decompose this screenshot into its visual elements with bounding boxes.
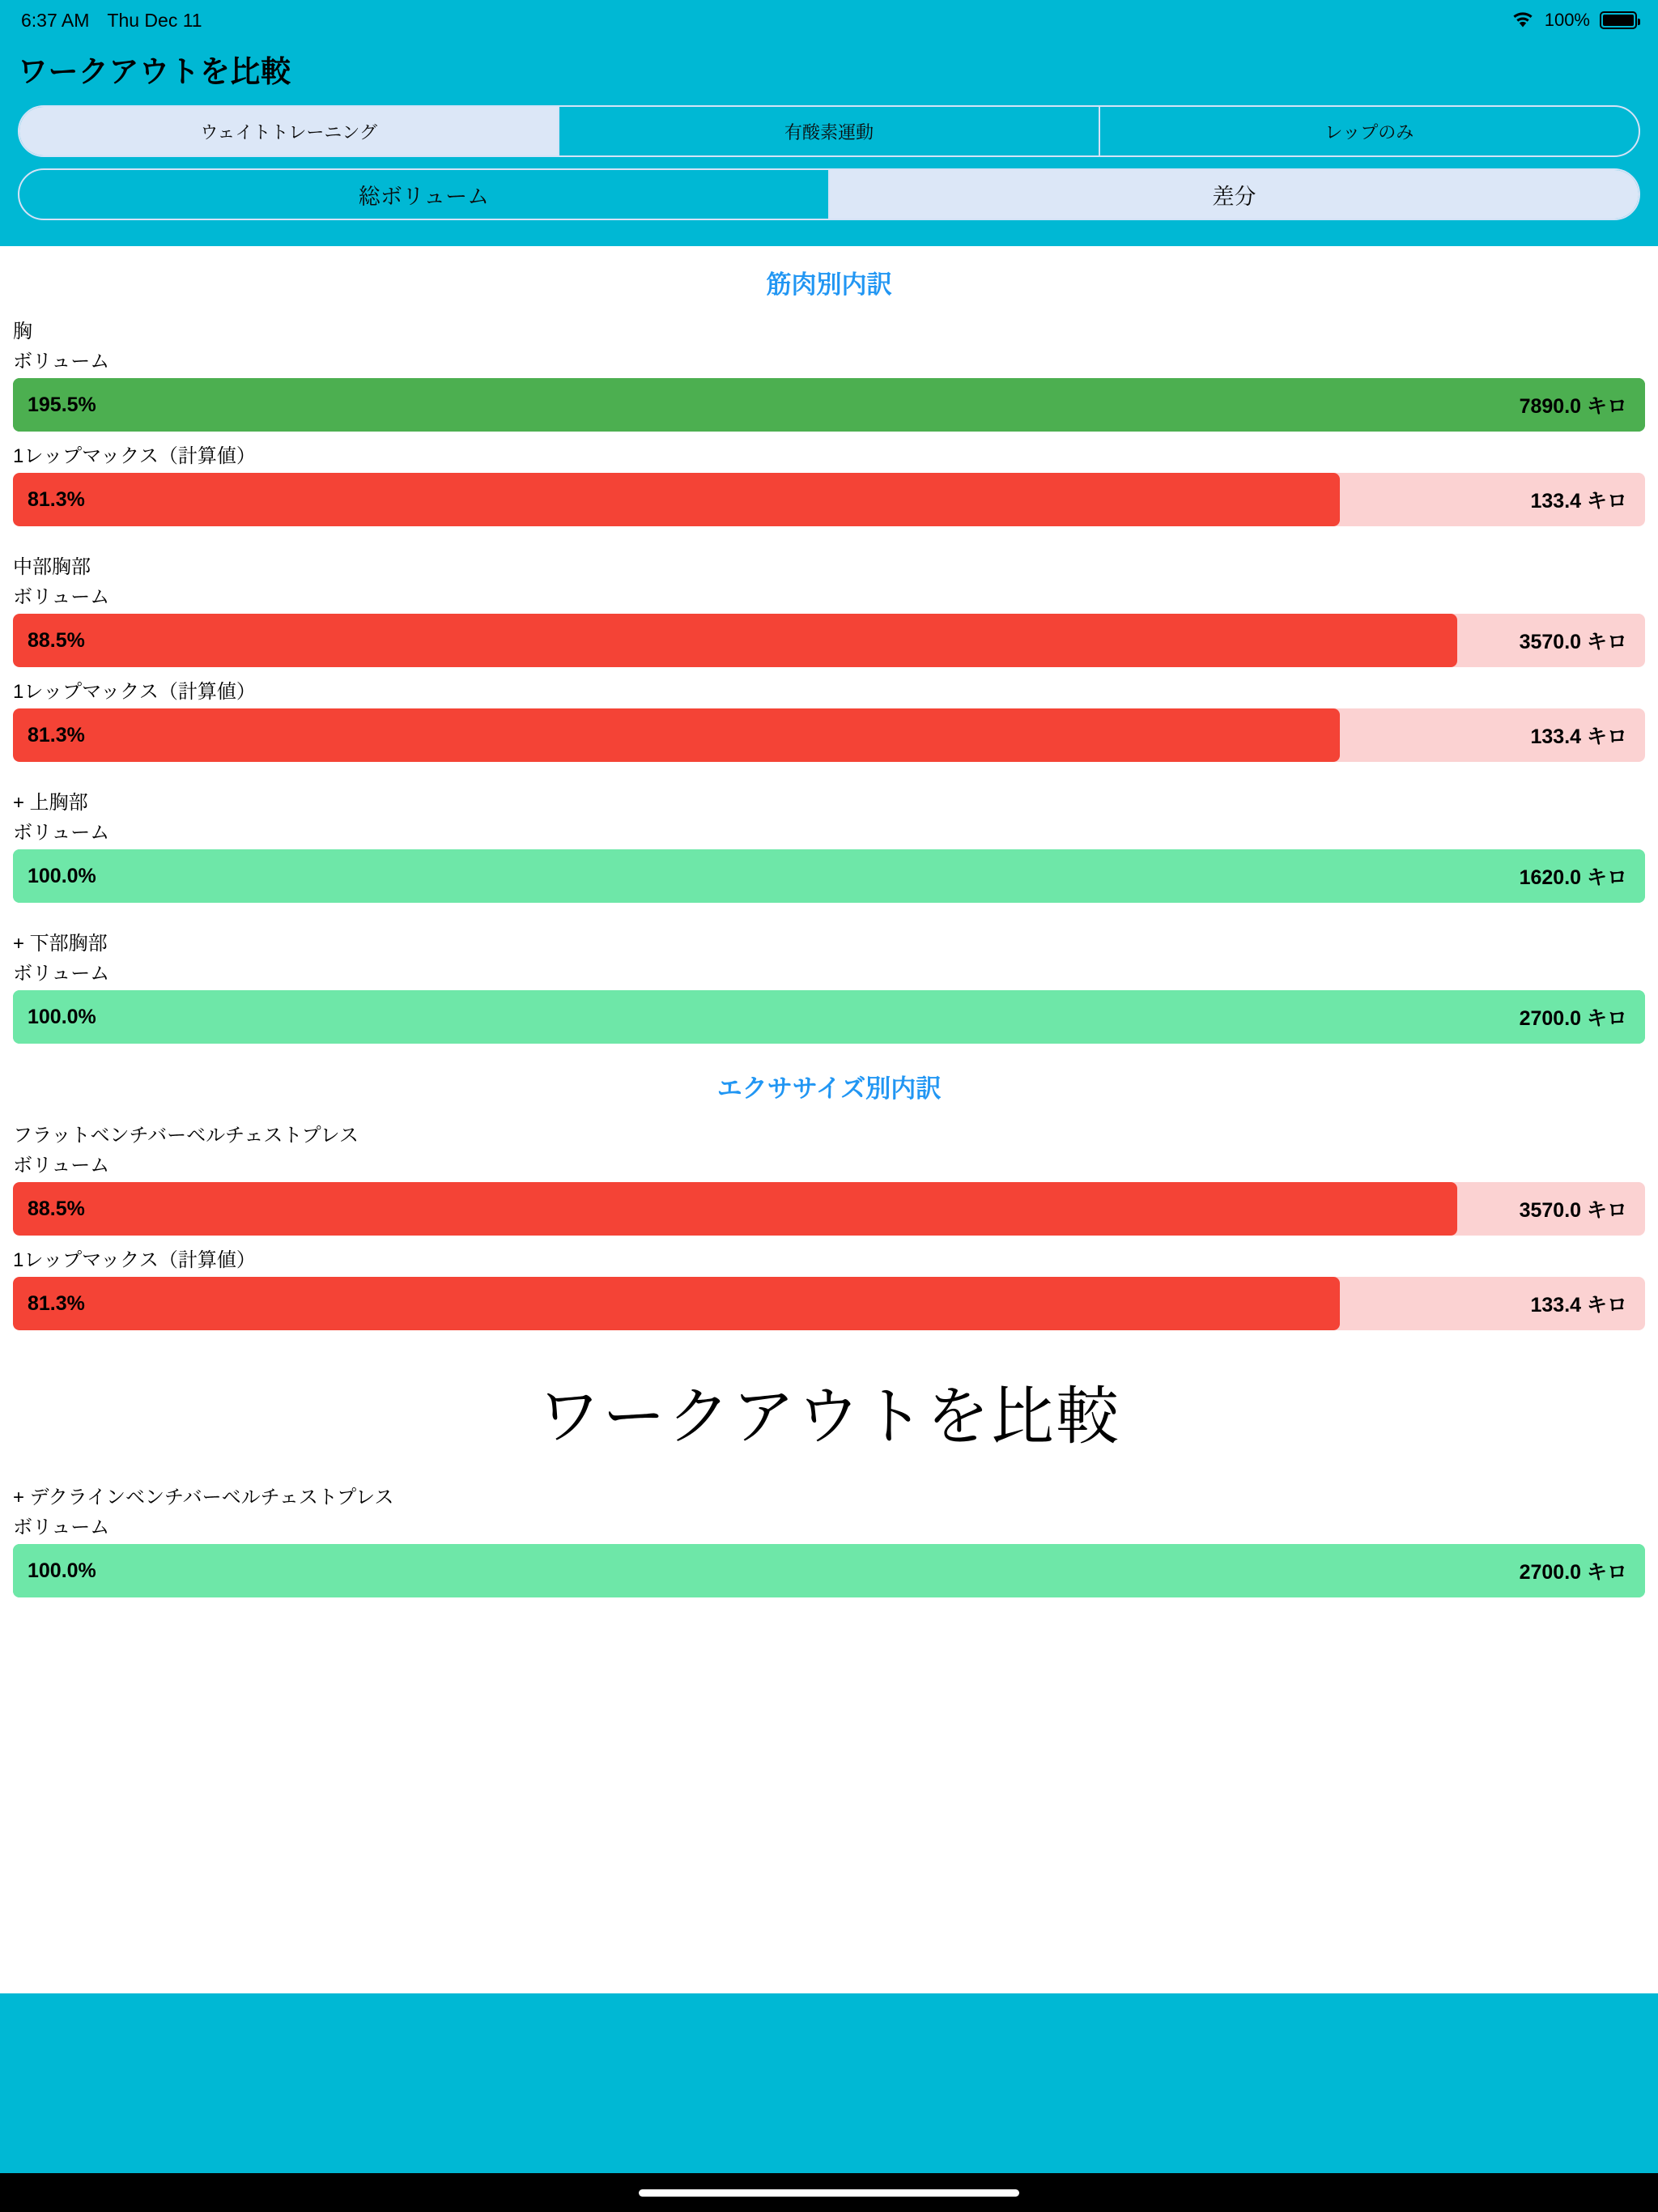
- bar-value: 133.4 キロ: [1530, 725, 1627, 748]
- group-label-chest: 胸: [13, 321, 32, 342]
- bar-value: 133.4 キロ: [1530, 1294, 1627, 1317]
- status-date: Thu Dec 11: [107, 9, 202, 31]
- segment-difference[interactable]: 差分: [830, 170, 1639, 219]
- battery-icon: [1600, 11, 1637, 29]
- bar-percent: 100.0%: [28, 1005, 96, 1028]
- metric-label-volume: ボリューム: [13, 351, 110, 372]
- metric-label-1rm: 1レップマックス（計算値）: [13, 1249, 256, 1271]
- comparison-content: [0, 246, 1658, 1597]
- bar-flat-bench-1rm: [13, 1277, 1645, 1330]
- bar-percent: 81.3%: [28, 1291, 85, 1315]
- bar-upper-chest-volume: [13, 849, 1645, 903]
- metric-label-1rm: 1レップマックス（計算値）: [13, 681, 256, 703]
- home-indicator[interactable]: [639, 2189, 1019, 2197]
- segmented-control-mode[interactable]: [18, 168, 1640, 220]
- bar-value: 1620.0 キロ: [1519, 866, 1627, 889]
- overlay-page-title: ワークアウトを比較: [537, 1380, 1120, 1452]
- metric-label-volume: ボリューム: [13, 1155, 110, 1176]
- group-label-flat-bench: フラットベンチバーベルチェストプレス: [13, 1125, 359, 1146]
- group-label-mid-chest: 中部胸部: [13, 556, 91, 578]
- segment-total-volume[interactable]: 総ボリューム: [19, 170, 830, 219]
- bar-percent: 81.3%: [28, 487, 85, 511]
- bar-value: 3570.0 キロ: [1519, 1199, 1627, 1222]
- bar-value: 133.4 キロ: [1530, 490, 1627, 513]
- bar-value: 2700.0 キロ: [1519, 1561, 1627, 1584]
- battery-percent-label: 100%: [1544, 10, 1590, 30]
- section-title-exercise: エクササイズ別内訳: [716, 1074, 942, 1103]
- bar-percent: 88.5%: [28, 628, 85, 652]
- metric-label-1rm: 1レップマックス（計算値）: [13, 445, 256, 467]
- segment-cardio[interactable]: 有酸素運動: [559, 107, 1099, 155]
- bar-chest-volume: [13, 378, 1645, 432]
- segmented-control-type[interactable]: [18, 105, 1640, 157]
- bar-value: 2700.0 キロ: [1519, 1007, 1627, 1030]
- header: [0, 40, 1658, 246]
- status-bar: [0, 0, 1658, 40]
- bar-percent: 100.0%: [28, 1559, 96, 1582]
- segment-reps-only[interactable]: レップのみ: [1324, 121, 1414, 143]
- bar-percent: 100.0%: [28, 864, 96, 887]
- metric-label-volume: ボリューム: [13, 586, 110, 608]
- wifi-icon: [1511, 11, 1535, 29]
- bar-percent: 195.5%: [28, 393, 96, 416]
- bar-lower-chest-volume: [13, 990, 1645, 1044]
- segment-weight-training[interactable]: ウェイトトレーニング: [19, 107, 559, 155]
- bar-flat-bench-volume: [13, 1182, 1645, 1236]
- bar-chest-1rm: [13, 473, 1645, 526]
- bar-value: 3570.0 キロ: [1519, 631, 1627, 653]
- status-time: 6:37 AM: [21, 9, 90, 31]
- bar-decline-bench-volume: [13, 1544, 1645, 1597]
- metric-label-volume: ボリューム: [13, 1516, 110, 1538]
- page-title: ワークアウトを比較: [18, 55, 291, 88]
- group-label-decline-bench[interactable]: + デクラインベンチバーベルチェストプレス: [13, 1487, 394, 1508]
- home-indicator-bar: [0, 2173, 1658, 2212]
- section-title-muscle: 筋肉別内訳: [766, 270, 892, 299]
- bar-mid-chest-1rm: [13, 708, 1645, 762]
- bar-percent: 81.3%: [28, 723, 85, 747]
- metric-label-volume: ボリューム: [13, 963, 110, 985]
- group-label-lower-chest[interactable]: + 下部胸部: [13, 933, 108, 955]
- bar-value: 7890.0 キロ: [1519, 395, 1627, 418]
- bar-percent: 88.5%: [28, 1197, 85, 1220]
- group-label-upper-chest[interactable]: + 上胸部: [13, 792, 88, 814]
- metric-label-volume: ボリューム: [13, 822, 110, 844]
- bar-mid-chest-volume: [13, 614, 1645, 667]
